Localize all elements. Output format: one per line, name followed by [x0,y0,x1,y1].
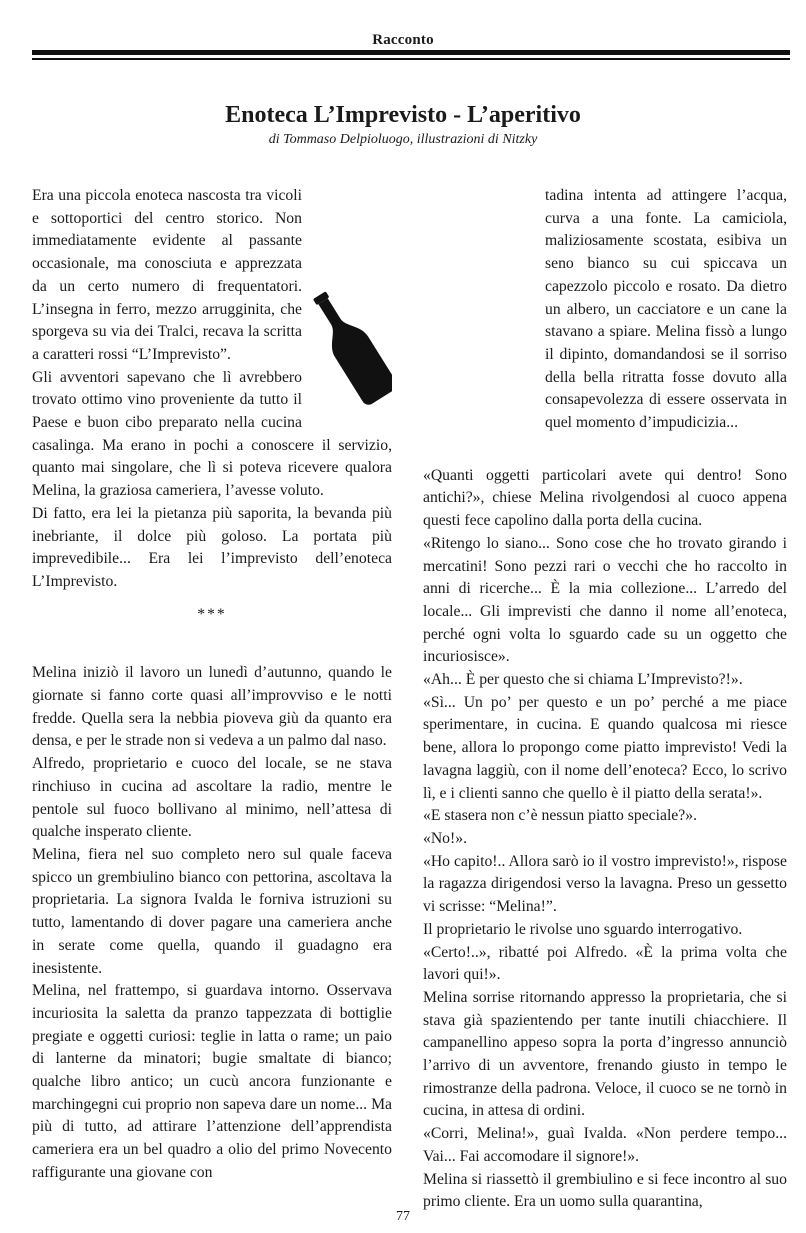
paragraph: Melina iniziò il lavoro un lunedì d’autunno, quando le giornate si fanno corte quasi all’improvviso e le notti fredde. Quella sera la nebbia pioveva giù da quanto era densa, e per le strade non si vedeva a un palmo dal naso. [32,664,392,750]
paragraph: «Ho capito!.. Allora sarò io il vostro imprevisto!», rispose la ragazza dirigendosi verso la lavagna. Preso un gessetto vi scrisse: “Melina!”. [423,852,787,916]
paragraph: «Sì... Un po’ per questo e un po’ perché a me piace sperimentare, in cucina. E quando qualcosa mi riesce bene, allora lo propongo come piatto imprevisto! Vedi la lavagna laggiù, con il nome dell’enoteca? Ecco, lo scrivo lì, e i clienti sanno che quello è il piatto della serata!». [423,693,787,802]
article-byline: di Tommaso Delpioluogo, illustrazioni di Nitzky [268,132,538,147]
paragraph: «E stasera non c’è nessun piatto speciale?». [423,807,697,825]
paragraph: tadina intenta ad attingere l’acqua, curva a una fonte. La camiciola, maliziosamente scostata, esibiva un seno bianco su cui spiccava un capezzolo piccolo e rosato. Da dietro un albero, un cacciatore e un cane la stavano a spiare. Melina fissò a lungo il dipinto, domandandosi se il sorriso della bella ritratta fosse dovuto alla consapevolezza di essere osservata in quel momento d’impudicizia... [545,187,787,432]
paragraph: «Ah... È per questo che si chiama L’Imprevisto?!». [423,671,743,689]
paragraph: Gli avventori sapevano che lì avrebbero trovato ottimo vino proveniente da tutto il Paese e buon cibo preparato nella cucina casalinga. Ma erano in pochi a conoscere il servizio, quanto mai singolare, che lì si poteva ricevere qualora Melina, la graziosa cameriera, l’avesse voluto. [32,368,392,500]
left-column [32,185,392,1185]
blank-line [423,435,787,465]
paragraph: Di fatto, era lei la pietanza più saporita, la bevanda più inebriante, il dolce più goloso. La portata più imprevedibile... Era lei l’imprevisto dell’enoteca L’Imprevisto. [32,504,392,590]
blank-line [32,640,392,662]
paragraph: «Quanti oggetti particolari avete qui dentro! Sono antichi?», chiese Melina rivolgendosi al cuoco appena questi fece capolino dalla porta della cucina. [423,466,787,530]
illustration-space [423,185,545,435]
header-rule-thick [32,50,790,55]
paragraph: Melina, fiera nel suo completo nero sul quale faceva spicco un grembiulino bianco con pettorina, ascoltava la proprietaria. La signora Ivalda le forniva istruzioni su tutto, lamentando di dover pagare una cameriera anche in serate come quella, quando il guadagno era inesistente. [32,845,392,977]
paragraph: «No!». [423,829,468,847]
section-label: Racconto [372,32,434,48]
article-title: Enoteca L’Imprevisto - L’aperitivo [225,102,581,128]
paragraph: Era una piccola enoteca nascosta tra vicoli e sottoportici del centro storico. Non immediatamente evidente al passante occasionale, ma conosciuta e apprezzata da un certo numero di frequentatori. L’insegna in ferro, mezzo arrugginita, che sporgeva su via dei Tralci, recava la scritta a caratteri rossi “L’Imprevisto”. [32,187,302,363]
paragraph: Melina, nel frattempo, si guardava intorno. Osservava incuriosita la saletta da pranzo tappezzata di bottiglie pregiate e oggetti curiosi: teglie in latta o rame; un paio di lanterne da minatori; bugie smaltate di bianco; qualche libro antico; un cucù ancora funzionante e marchingegni cui proprio non sapeva dare un nome... Ma più di tutto, ad attirare l’attenzione dell’apprendista cameriera era un bel quadro a olio del primo Novecento raffigurante una giovane con [32,982,392,1181]
section-separator: *** [197,605,227,623]
page-number: 77 [396,1209,410,1224]
paragraph: «Ritengo lo siano... Sono cose che ho trovato girando i mercatini! Sono pezzi rari o vecchi che ho raccolto in anni di ricerche... È la mia collezione... L’arredo del locale... Gli imprevisti che danno il nome all’enoteca, perché ogni volta lo sguardo cade su un oggetto che incuriosisce». [423,534,787,666]
paragraph: Alfredo, proprietario e cuoco del locale, se ne stava rinchiuso in cucina ad ascoltare la radio, mentre le pentole sul fuoco bollivano al minimo, nell’attesa di qualche insperato cliente. [32,755,392,841]
wine-bottle-icon [310,283,392,408]
paragraph: Il proprietario le rivolse uno sguardo interrogativo. [423,920,743,938]
paragraph: «Certo!..», ribatté poi Alfredo. «È la prima volta che lavori qui!». [423,943,787,984]
right-column [423,185,787,1214]
paragraph: Melina si riassettò il grembiulino e si fece incontro al suo primo cliente. Era un uomo sulla quarantina, [423,1170,787,1211]
paragraph: «Corri, Melina!», guaì Ivalda. «Non perdere tempo... Vai... Fai accomodare il signore!». [423,1125,787,1165]
paragraph: Melina sorrise ritornando appresso la proprietaria, che si stava già spazientendo per tante inutili chiacchiere. Il campanellino appeso sopra la porta d’ingresso annunciò l’arrivo di un avventore, frenando giusto in tempo le rimostranze della padrona. Veloce, il cuoco se ne tornò in cucina, in attesa di ordini. [423,988,787,1120]
header-rule-thin [32,58,790,60]
